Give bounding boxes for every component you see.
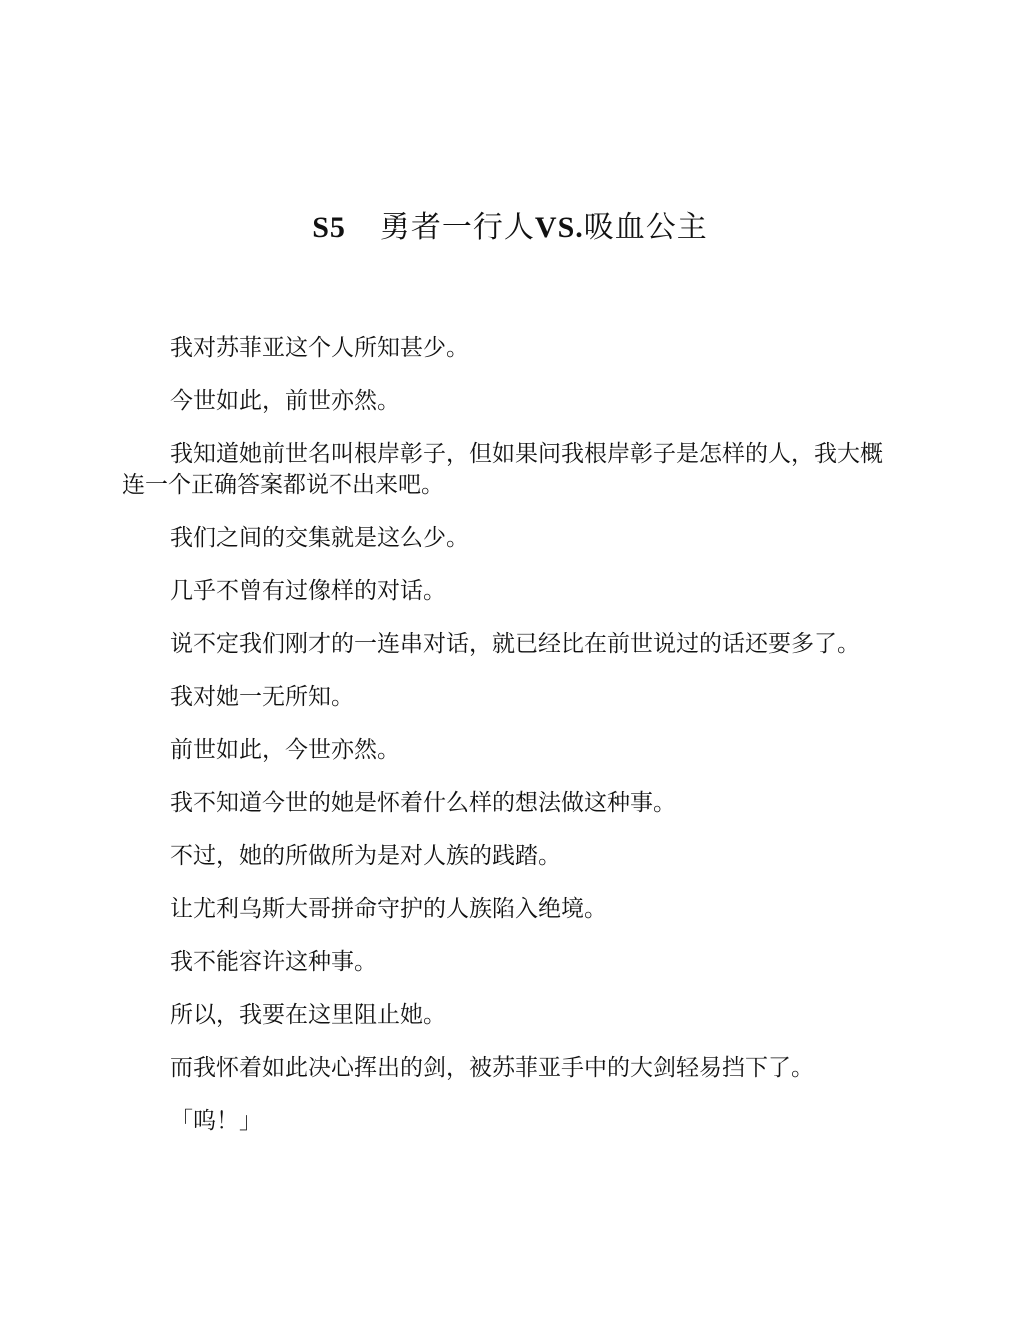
paragraph-5: 几乎不曾有过像样的对话。 bbox=[170, 578, 446, 604]
paragraph-7: 我对她一无所知。 bbox=[170, 684, 354, 710]
body-text bbox=[122, 333, 900, 1159]
paragraph-8: 前世如此，今世亦然。 bbox=[170, 737, 400, 763]
paragraph-9: 我不知道今世的她是怀着什么样的想法做这种事。 bbox=[170, 790, 676, 816]
paragraph-12: 我不能容许这种事。 bbox=[170, 949, 377, 975]
paragraph-2: 今世如此，前世亦然。 bbox=[170, 388, 400, 414]
chapter-title-part1: 勇者一行人 bbox=[379, 210, 535, 245]
chapter-title-part2: 吸血公主 bbox=[583, 210, 708, 245]
paragraph-1: 我对苏菲亚这个人所知甚少。 bbox=[170, 335, 469, 361]
paragraph-13: 所以，我要在这里阻止她。 bbox=[170, 1002, 446, 1028]
paragraph-11: 让尤利乌斯大哥拼命守护的人族陷入绝境。 bbox=[170, 896, 607, 922]
chapter-code: S5 bbox=[312, 211, 346, 244]
paragraph-14: 而我怀着如此决心挥出的剑，被苏菲亚手中的大剑轻易挡下了。 bbox=[170, 1055, 814, 1081]
paragraph-15: 「呜！」 bbox=[170, 1108, 262, 1134]
paragraph-3: 我知道她前世名叫根岸彰子，但如果问我根岸彰子是怎样的人，我大概连一个正确答案都说不出来吧。 bbox=[122, 441, 883, 498]
chapter-title-vs: VS. bbox=[534, 211, 584, 244]
paragraph-4: 我们之间的交集就是这么少。 bbox=[170, 525, 469, 551]
paragraph-10: 不过，她的所做所为是对人族的践踏。 bbox=[170, 843, 561, 869]
chapter-title bbox=[0, 206, 1020, 250]
paragraph-6: 说不定我们刚才的一连串对话，就已经比在前世说过的话还要多了。 bbox=[170, 631, 860, 657]
